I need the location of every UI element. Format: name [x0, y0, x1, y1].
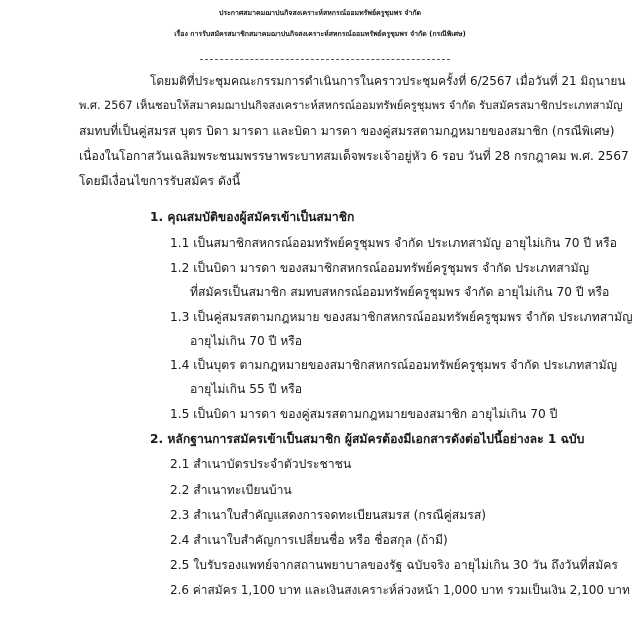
intro-line-1: โดยมติที่ประชุมคณะกรรมการดำเนินการในคราวประชุมครั้งที่ 6/2567 เมื่อวันที่ 21 มิถุนายน	[150, 74, 626, 88]
section-2-item: 2.2 สำเนาทะเบียนบ้าน	[170, 483, 292, 497]
section-1-item: 1.3 เป็นคู่สมรสตามกฎหมาย ของสมาชิกสหกรณ์ออมทรัพย์ครูชุมพร จำกัด ประเภทสามัญ	[170, 310, 633, 324]
section-1-item: 1.4 เป็นบุตร ตามกฎหมายของสมาชิกสหกรณ์ออมทรัพย์ครูชุมพร จำกัด ประเภทสามัญ	[170, 358, 618, 372]
section-2-item: 2.3 สำเนาใบสำคัญแสดงการจดทะเบียนสมรส (กรณีคู่สมรส)	[170, 508, 487, 522]
section-1-item: 1.5 เป็นบิดา มารดา ของคู่สมรสตามกฎหมายของสมาชิก อายุไม่เกิน 70 ปี	[170, 407, 558, 421]
announcement-title: ประกาศสมาคมฌาปนกิจสงเคราะห์สหกรณ์ออมทรัพย์ครูชุมพร จำกัด	[218, 9, 422, 17]
section-2-item: 2.6 ค่าสมัคร 1,100 บาท และเงินสงเคราะห์ล่วงหน้า 1,000 บาท รวมเป็นเงิน 2,100 บาท	[170, 583, 630, 597]
section-1-item: 1.1 เป็นสมาชิกสหกรณ์ออมทรัพย์ครูชุมพร จำกัด ประเภทสามัญ อายุไม่เกิน 70 ปี หรือ	[170, 236, 617, 250]
intro-line-3: สมทบที่เป็นคู่สมรส บุตร บิดา มารดา และบิดา มารดา ของคู่สมรสตามกฎหมายของสมาชิก (กรณีพิเศษ)	[79, 124, 615, 138]
section-1-item-continuation: ที่สมัครเป็นสมาชิก สมทบสหกรณ์ออมทรัพย์ครูชุมพร จำกัด อายุไม่เกิน 70 ปี หรือ	[190, 285, 610, 299]
section-1-heading: 1. คุณสมบัติของผู้สมัครเข้าเป็นสมาชิก	[150, 210, 355, 224]
section-2-item: 2.5 ใบรับรองแพทย์จากสถานพยาบาลของรัฐ ฉบับจริง อายุไม่เกิน 30 วัน ถึงวันที่สมัคร	[170, 558, 618, 572]
section-1-item: 1.2 เป็นบิดา มารดา ของสมาชิกสหกรณ์ออมทรัพย์ครูชุมพร จำกัด ประเภทสามัญ	[170, 261, 589, 275]
intro-line-5: โดยมีเงื่อนไขการรับสมัคร ดังนี้	[79, 174, 241, 188]
section-1-item-continuation: อายุไม่เกิน 70 ปี หรือ	[190, 334, 303, 348]
section-1-item-continuation: อายุไม่เกิน 55 ปี หรือ	[190, 382, 303, 396]
intro-line-4: เนื่องในโอกาสวันเฉลิมพระชนมพรรษาพระบาทสมเด็จพระเจ้าอยู่หัว 6 รอบ วันที่ 28 กรกฎาคม พ.ศ. 2567	[79, 149, 629, 163]
announcement-subject: เรื่อง การรับสมัครสมาชิกสมาคมฌาปนกิจสงเคราะห์สหกรณ์ออมทรัพย์ครูชุมพร จำกัด (กรณีพิเศษ)	[174, 30, 466, 38]
section-2-item: 2.1 สำเนาบัตรประจำตัวประชาชน	[170, 457, 352, 471]
section-2-item: 2.4 สำเนาใบสำคัญการเปลี่ยนชื่อ หรือ ชื่อสกุล (ถ้ามี)	[170, 533, 448, 547]
intro-line-2: พ.ศ. 2567 เห็นชอบให้สมาคมฌาปนกิจสงเคราะห์สหกรณ์ออมทรัพย์ครูชุมพร จำกัด รับสมัครสมาชิกประเภทสามัญ	[79, 99, 623, 112]
separator-line	[200, 59, 450, 60]
section-2-heading: 2. หลักฐานการสมัครเข้าเป็นสมาชิก ผู้สมัครต้องมีเอกสารดังต่อไปนี้อย่างละ 1 ฉบับ	[150, 432, 585, 446]
